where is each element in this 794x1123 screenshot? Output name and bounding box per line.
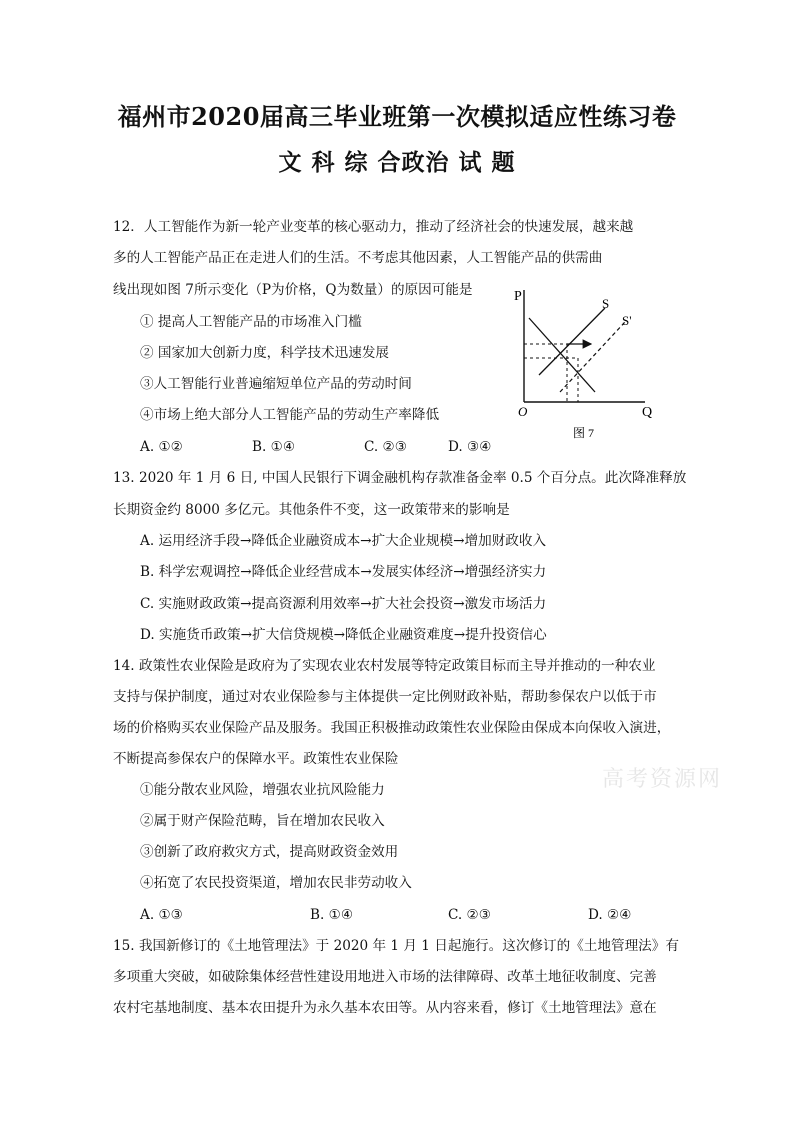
q13-stem-line: 13. 2020 年 1 月 6 日, 中国人民银行下调金融机构存款准备金率 0.5 个百分点。此次降准释放: [113, 470, 687, 486]
q12-stem-line: 多的人工智能产品正在走进人们的生活。不考虑其他因素，人工智能产品的供需曲: [113, 250, 603, 266]
q14-stem-line: 支持与保护制度，通过对农业保险参与主体提供一定比例财政补贴，帮助参保农户以低于市: [113, 689, 657, 705]
q14-item: ②属于财产保险范畴，旨在增加农民收入: [140, 813, 385, 829]
q13-stem-line: 长期资金约 8000 多亿元。其他条件不变，这一政策带来的影响是: [113, 502, 510, 518]
q13-option-d: D. 实施货币政策→扩大信贷规模→降低企业融资难度→提升投资信心: [140, 627, 547, 643]
q14-option-d: D. ②④: [588, 907, 632, 923]
q14-option-a: A. ①③: [140, 907, 183, 923]
figure-caption: 图 7: [573, 426, 595, 440]
p-axis-label: P: [514, 289, 522, 304]
q14-item: ①能分散农业风险，增强农业抗风险能力: [140, 782, 385, 798]
q14-item: ③创新了政府救灾方式，提高财政资金效用: [140, 844, 399, 860]
q14-option-b: B. ①④: [310, 907, 354, 923]
q14-stem-line: 不断提高参保农户的保障水平。政策性农业保险: [113, 751, 399, 767]
q12-stem-line: 线出现如图 7所示变化（P为价格，Q为数量）的原因可能是: [113, 282, 473, 298]
q12-option-d: D. ③④: [448, 439, 492, 455]
q14-stem-line: 14. 政策性农业保险是政府为了实现农业农村发展等特定政策目标而主导并推动的一种农业: [113, 658, 656, 674]
q15-stem-line: 多项重大突破，如破除集体经营性建设用地进入市场的法律障碍、改革土地征收制度、完善: [113, 969, 657, 985]
q14-item: ④拓宽了农民投资渠道，增加农民非劳动收入: [140, 875, 412, 891]
supply-demand-figure: [505, 282, 670, 442]
q14-stem-line: 场的价格购买农业保险产品及服务。我国正积极推动政策性农业保险由保成本向保收入演进，: [113, 720, 671, 736]
q13-option-a: A. 运用经济手段→降低企业融资成本→扩大企业规模→增加财政收入: [140, 533, 547, 549]
q12-item: ③人工智能行业普遍缩短单位产品的劳动时间: [140, 376, 412, 392]
q15-stem-line: 15. 我国新修订的《土地管理法》于 2020 年 1 月 1 日起施行。这次修订的《土地管理法》有: [113, 938, 679, 954]
q12-option-a: A. ①②: [140, 439, 183, 455]
q12-option-b: B. ①④: [252, 439, 296, 455]
supply-curve-s-prime: [560, 322, 625, 392]
q-axis-label: Q: [642, 405, 653, 420]
document-subtitle: 文 科 综 合政治 试 题: [278, 149, 516, 176]
watermark: 高考资源网: [602, 767, 723, 792]
supply-label-s-prime: S': [622, 313, 632, 328]
q12-stem-line: 12．人工智能作为新一轮产业变革的核心驱动力，推动了经济社会的快速发展，越来越: [113, 219, 634, 235]
q13-option-c: C. 实施财政政策→提高资源利用效率→扩大社会投资→激发市场活力: [140, 596, 547, 612]
q12-item: ② 国家加大创新力度，科学技术迅速发展: [140, 345, 390, 361]
q12-item: ① 提高人工智能产品的市场准入门槛: [140, 314, 362, 330]
q13-option-b: B. 科学宏观调控→降低企业经营成本→发展实体经济→增强经济实力: [140, 564, 547, 580]
document-title: 福州市2020届高三毕业班第一次模拟适应性练习卷: [117, 102, 677, 131]
q15-stem-line: 农村宅基地制度、基本农田提升为永久基本农田等。从内容来看，修订《土地管理法》意在: [113, 1000, 657, 1016]
q12-item: ④市场上绝大部分人工智能产品的劳动生产率降低: [140, 407, 440, 423]
q14-option-c: C. ②③: [448, 907, 491, 923]
supply-label-s: S: [602, 296, 610, 311]
supply-curve-s: [539, 308, 605, 375]
q12-option-c: C. ②③: [364, 439, 407, 455]
origin-label: O: [518, 404, 528, 419]
